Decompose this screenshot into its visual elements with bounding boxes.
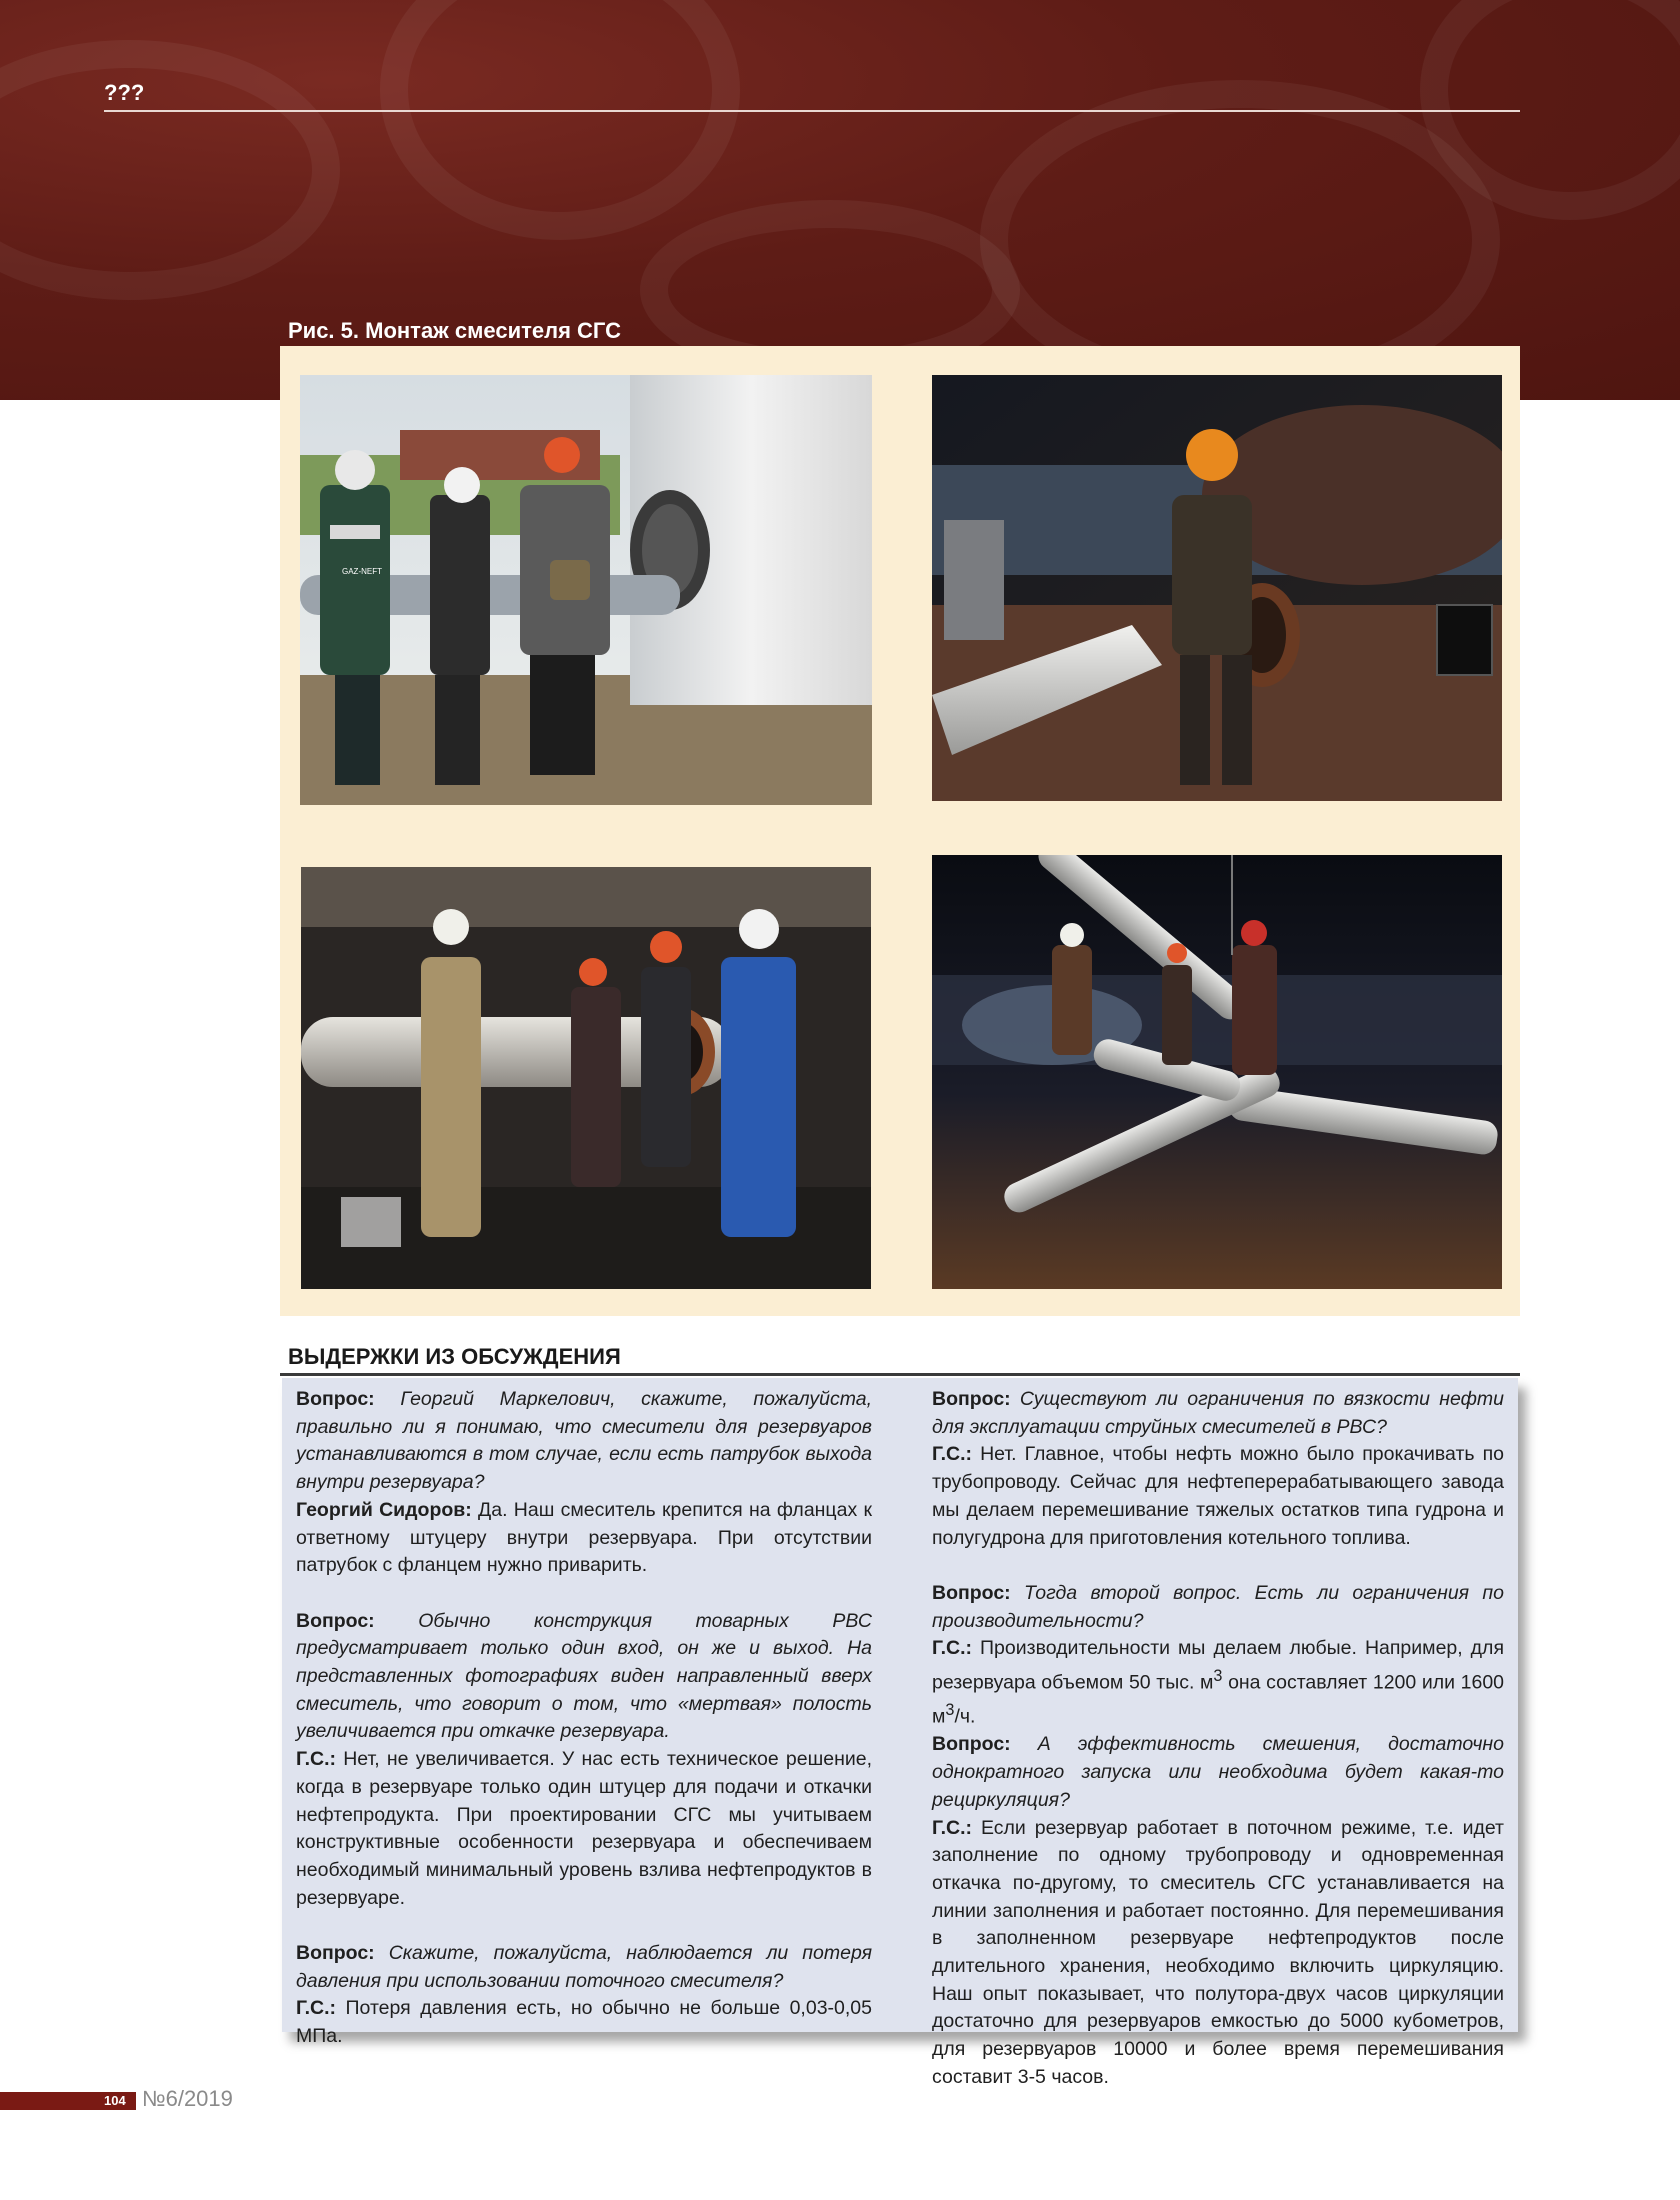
- answer-text: Да. Наш смеситель крепится на фланцах к ответному штуцеру внутри резервуара. При отсутствии патрубок с фланцем нужно приварить.: [296, 1498, 872, 1577]
- question-label: Вопрос:: [296, 1942, 375, 1965]
- question-4: [932, 1386, 1504, 1441]
- photo-team-under-tank: [301, 867, 871, 1289]
- answer-3: [296, 1995, 872, 2050]
- answer-label: Г.С.:: [932, 1443, 973, 1466]
- answer-label: Г.С.:: [932, 1816, 973, 1839]
- question-6: [932, 1731, 1504, 1814]
- discussion-box: [282, 1378, 1518, 2088]
- answer-text: Нет. Главное, чтобы нефть можно было прокачивать по трубопроводу. Сейчас для нефтеперерабатывающего завода мы делаем перемешивание тяжелых остатков типа гудрона и полугудрона для приготовления котельного топлива.: [932, 1443, 1504, 1549]
- question-3: [296, 1940, 872, 1995]
- question-text: Георгий Маркелович, скажите, пожалуйста, правильно ли я понимаю, что смесители для резервуаров устанавливаются в том случае, если есть патрубок выхода внутри резервуара?: [296, 1388, 872, 1494]
- question-1: [296, 1386, 872, 1497]
- photo-workers-tank-outside: [300, 375, 872, 805]
- answer-text: Потеря давления есть, но обычно не больше 0,03-0,05 МПа.: [296, 1997, 872, 2048]
- superscript: 3: [945, 1701, 955, 1720]
- answer-label: Г.С.:: [296, 1748, 337, 1771]
- question-label: Вопрос:: [932, 1581, 1011, 1604]
- answer-6: [932, 1815, 1504, 2092]
- photo-sign-text: GAZ-NEFT: [342, 567, 382, 576]
- question-label: Вопрос:: [932, 1388, 1011, 1410]
- answer-text: Нет, не увеличивается. У нас есть техническое решение, когда в резервуаре только один штуцер для подачи и откачки нефтепродукта. При проектировании СГС мы учитываем конструктивные особенности резервуара и обеспечиваем необходимый минимальный уровень взлива нефтепродуктов в резервуаре.: [296, 1748, 872, 1909]
- answer-label: Г.С.:: [932, 1637, 973, 1660]
- photo-panel: [280, 346, 1520, 1316]
- answer-5: [932, 1635, 1504, 1731]
- issue-number: №6/2019: [142, 2086, 233, 2111]
- question-5: [932, 1580, 1504, 1635]
- answer-text: Если резервуар работает в поточном режиме, т.е. идет заполнение по одному трубопроводу и одновременная откачка по-другому, то смеситель СГС устанавливается на линии заполнения и работает постоянно. Для перемешивания в заполненном резервуаре нефтепродуктов после длительного хранения, необходимо включить циркуляцию. Наш опыт показывает, что полутора-двух часов циркуляции достаточно для резервуаров емкостью до 5000 кубометров, для резервуаров 10000 и более время перемешивания составит 3-5 часов.: [932, 1816, 1504, 2088]
- figure-caption: Рис. 5. Монтаж смесителя СГС: [288, 318, 621, 343]
- answer-text: она составляет 1200 или 1600 м: [932, 1671, 1505, 1728]
- answer-label: Георгий Сидоров:: [296, 1498, 472, 1521]
- banner-ornament: [0, 40, 340, 300]
- discussion-heading: ВЫДЕРЖКИ ИЗ ОБСУЖДЕНИЯ: [288, 1344, 621, 1369]
- discussion-rule: [280, 1373, 1520, 1376]
- discussion-column-left: [296, 1386, 872, 2051]
- photo-mixer-assembly-night: [932, 855, 1502, 1289]
- answer-2: [296, 1746, 872, 1912]
- answer-text: /ч.: [954, 1705, 976, 1728]
- answer-text: Производительности мы делаем любые. Например, для резервуара объемом 50 тыс. м: [932, 1637, 1504, 1694]
- question-text: Скажите, пожалуйста, наблюдается ли потеря давления при использовании поточного смесителя?: [296, 1942, 872, 1992]
- banner-ornament: [380, 0, 740, 240]
- header-rule: [104, 110, 1520, 112]
- question-text: Тогда второй вопрос. Есть ли ограничения по производительности?: [932, 1581, 1504, 1632]
- superscript: 3: [1213, 1667, 1223, 1686]
- question-label: Вопрос:: [296, 1609, 375, 1632]
- question-text: Существуют ли ограничения по вязкости нефти для эксплуатации струйных смесителей в РВС?: [932, 1388, 1504, 1438]
- header-banner: [0, 0, 1680, 400]
- question-text: Обычно конструкция товарных РВС предусматривает только один вход, он же и выход. На представленных фотографиях виден направленный вверх смеситель, что говорит о том, что «мертвая» полость увеличивается при откачке резервуара.: [296, 1609, 872, 1743]
- answer-1: [296, 1497, 872, 1580]
- answer-4: [932, 1441, 1504, 1552]
- answer-label: Г.С.:: [296, 1997, 337, 2020]
- question-2: [296, 1608, 872, 1747]
- discussion-column-right: [932, 1386, 1504, 2092]
- question-label: Вопрос:: [296, 1388, 375, 1410]
- photo-worker-inside-tank: [932, 375, 1502, 801]
- question-text: А эффективность смешения, достаточно однократного запуска или необходима будет какая-то рециркуляция?: [932, 1733, 1504, 1811]
- section-tag: ???: [104, 80, 145, 105]
- question-label: Вопрос:: [932, 1733, 1011, 1756]
- page-number: 104: [104, 2093, 126, 2108]
